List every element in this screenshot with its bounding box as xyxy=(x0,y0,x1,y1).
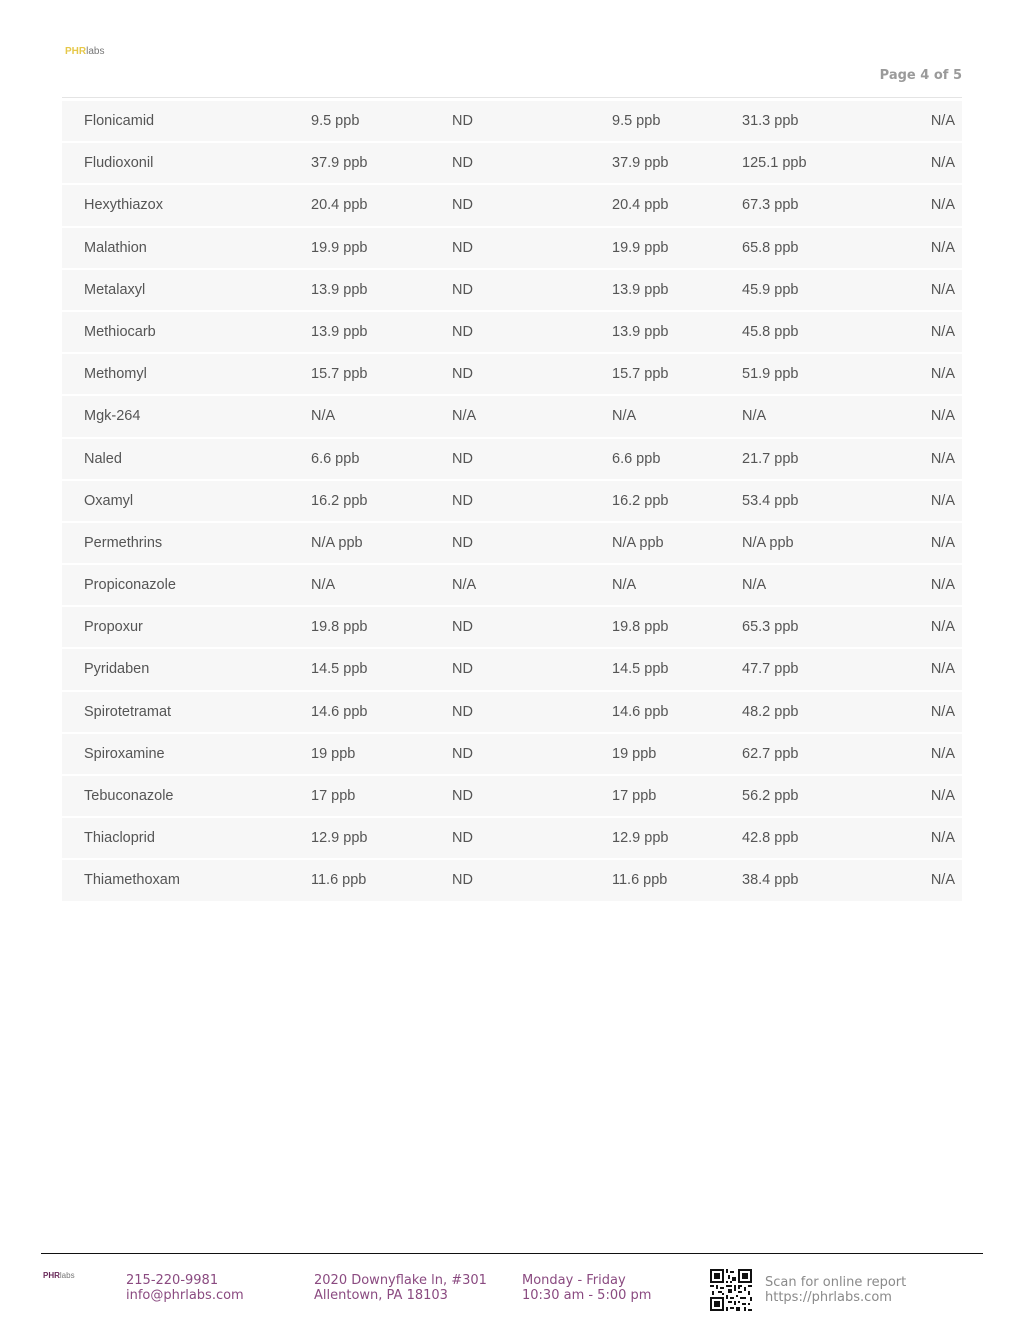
cell-result-value: ND xyxy=(452,830,473,847)
cell-loq-value: N/A ppb xyxy=(612,534,664,551)
cell-loq-value: 19 ppb xyxy=(612,745,657,762)
cell-analyte-name: Thiacloprid xyxy=(84,830,155,847)
table-row xyxy=(62,860,962,900)
table-row xyxy=(62,649,962,689)
footer-address-line2: Allentown, PA 18103 xyxy=(314,1288,448,1303)
cell-loq-value: 9.5 ppb xyxy=(612,113,661,129)
cell-result-value: ND xyxy=(452,703,473,720)
cell-lod-value: 19.8 ppb xyxy=(311,619,368,636)
cell-analyte-name: Oxamyl xyxy=(84,492,134,509)
cell-loq-value: N/A xyxy=(612,577,637,594)
cell-limit-value: 47.7 ppb xyxy=(742,661,799,678)
cell-result-value: ND xyxy=(452,366,473,383)
cell-lod-value: N/A xyxy=(311,577,336,594)
cell-lod-value: N/A xyxy=(311,408,336,425)
cell-loq-value: 14.6 ppb xyxy=(612,703,669,720)
cell-lod-value: N/A ppb xyxy=(311,534,363,551)
footer-logo xyxy=(43,1271,75,1280)
cell-lod-value: 19.9 ppb xyxy=(311,239,368,256)
cell-limit-value: 65.8 ppb xyxy=(742,239,799,256)
table-row xyxy=(62,565,962,605)
cell-lod-value: 12.9 ppb xyxy=(311,830,368,847)
cell-status-value: N/A xyxy=(930,155,955,172)
cell-loq-value: 11.6 ppb xyxy=(612,872,668,889)
cell-lod-value: 15.7 ppb xyxy=(311,366,368,383)
cell-status-value: N/A xyxy=(930,239,955,256)
cell-result-value: ND xyxy=(452,661,473,678)
cell-lod-value: 13.9 ppb xyxy=(311,323,368,340)
cell-status-value: N/A xyxy=(930,661,955,678)
table-row xyxy=(62,396,962,436)
cell-result-value: ND xyxy=(452,619,473,636)
cell-loq-value: 19.8 ppb xyxy=(612,619,669,636)
cell-lod-value: 16.2 ppb xyxy=(311,492,368,509)
table-row xyxy=(62,143,962,183)
cell-status-value: N/A xyxy=(930,619,955,636)
header-logo xyxy=(65,46,104,57)
footer-address-line1: 2020 Downyflake ln, #301 xyxy=(314,1273,487,1288)
cell-lod-value: 6.6 ppb xyxy=(311,450,360,467)
cell-result-value: ND xyxy=(452,492,473,509)
table-row xyxy=(62,776,962,816)
cell-limit-value: 38.4 ppb xyxy=(742,872,799,889)
table-row xyxy=(62,270,962,310)
cell-limit-value: 31.3 ppb xyxy=(742,113,799,129)
cell-analyte-name: Spiroxamine xyxy=(84,745,165,762)
cell-limit-value: 62.7 ppb xyxy=(742,745,799,762)
cell-limit-value: 45.9 ppb xyxy=(742,281,799,298)
table-row xyxy=(62,818,962,858)
logo-brand: PHR xyxy=(65,46,87,57)
cell-result-value: ND xyxy=(452,113,473,129)
cell-limit-value: 48.2 ppb xyxy=(742,703,799,720)
cell-analyte-name: Hexythiazox xyxy=(84,197,163,214)
cell-limit-value: 53.4 ppb xyxy=(742,492,799,509)
page-indicator: Page 4 of 5 xyxy=(879,68,962,83)
cell-status-value: N/A xyxy=(930,492,955,509)
cell-limit-value: 67.3 ppb xyxy=(742,197,799,214)
cell-limit-value: 56.2 ppb xyxy=(742,788,799,804)
scan-url[interactable]: https://phrlabs.com xyxy=(765,1290,892,1305)
footer-divider xyxy=(41,1253,983,1254)
cell-lod-value: 19 ppb xyxy=(311,745,356,762)
cell-lod-value: 37.9 ppb xyxy=(311,155,368,172)
cell-lod-value: 14.5 ppb xyxy=(311,661,368,678)
cell-loq-value: 17 ppb xyxy=(612,788,657,804)
cell-loq-value: 19.9 ppb xyxy=(612,239,669,256)
header-divider xyxy=(62,97,962,98)
cell-loq-value: 16.2 ppb xyxy=(612,492,669,509)
cell-status-value: N/A xyxy=(930,830,955,847)
cell-analyte-name: Naled xyxy=(84,450,122,467)
cell-analyte-name: Mgk-264 xyxy=(84,408,141,425)
table-row xyxy=(62,607,962,647)
cell-result-value: N/A xyxy=(452,408,477,425)
cell-status-value: N/A xyxy=(930,281,955,298)
cell-lod-value: 9.5 ppb xyxy=(311,113,360,129)
footer-hours-time: 10:30 am - 5:00 pm xyxy=(522,1288,652,1303)
footer-hours-days: Monday - Friday xyxy=(522,1273,626,1288)
cell-limit-value: N/A xyxy=(742,577,767,594)
cell-lod-value: 14.6 ppb xyxy=(311,703,368,720)
cell-analyte-name: Spirotetramat xyxy=(84,703,172,720)
cell-analyte-name: Tebuconazole xyxy=(84,788,174,804)
footer-contact xyxy=(126,1273,244,1303)
cell-analyte-name: Metalaxyl xyxy=(84,281,146,298)
cell-result-value: ND xyxy=(452,323,473,340)
table-row xyxy=(62,185,962,225)
cell-limit-value: 45.8 ppb xyxy=(742,323,799,340)
cell-loq-value: 14.5 ppb xyxy=(612,661,669,678)
cell-loq-value: 20.4 ppb xyxy=(612,197,669,214)
table-row xyxy=(62,439,962,479)
cell-result-value: ND xyxy=(452,534,473,551)
cell-limit-value: 42.8 ppb xyxy=(742,830,799,847)
cell-lod-value: 13.9 ppb xyxy=(311,281,368,298)
cell-lod-value: 20.4 ppb xyxy=(311,197,368,214)
cell-result-value: ND xyxy=(452,450,473,467)
cell-status-value: N/A xyxy=(930,577,955,594)
cell-limit-value: 65.3 ppb xyxy=(742,619,799,636)
table-row xyxy=(62,312,962,352)
cell-status-value: N/A xyxy=(930,366,955,383)
pesticide-results-table xyxy=(62,101,962,903)
cell-status-value: N/A xyxy=(930,323,955,340)
cell-loq-value: 37.9 ppb xyxy=(612,155,669,172)
footer-address xyxy=(314,1273,487,1303)
footer-scan xyxy=(765,1275,906,1305)
table-row xyxy=(62,692,962,732)
cell-analyte-name: Propoxur xyxy=(84,619,143,636)
footer-email[interactable]: info@phrlabs.com xyxy=(126,1288,244,1303)
table-row xyxy=(62,354,962,394)
cell-status-value: N/A xyxy=(930,745,955,762)
table-row xyxy=(62,734,962,774)
cell-loq-value: 12.9 ppb xyxy=(612,830,669,847)
cell-analyte-name: Flonicamid xyxy=(84,113,155,129)
cell-result-value: N/A xyxy=(452,577,477,594)
table-row xyxy=(62,228,962,268)
cell-loq-value: N/A xyxy=(612,408,637,425)
cell-analyte-name: Propiconazole xyxy=(84,577,176,594)
cell-limit-value: 51.9 ppb xyxy=(742,366,799,383)
cell-result-value: ND xyxy=(452,197,473,214)
cell-lod-value: 17 ppb xyxy=(311,788,356,804)
cell-result-value: ND xyxy=(452,872,473,889)
cell-limit-value: 21.7 ppb xyxy=(742,450,799,467)
cell-status-value: N/A xyxy=(930,408,955,425)
cell-status-value: N/A xyxy=(930,450,955,467)
cell-status-value: N/A xyxy=(930,872,955,889)
footer-logo-brand: PHR xyxy=(43,1271,60,1280)
qr-code-icon[interactable] xyxy=(710,1269,752,1311)
logo-suffix: labs xyxy=(86,46,105,57)
footer-logo-suffix: labs xyxy=(59,1271,75,1280)
cell-limit-value: N/A ppb xyxy=(742,534,794,551)
cell-loq-value: 6.6 ppb xyxy=(612,450,661,467)
cell-result-value: ND xyxy=(452,745,473,762)
cell-result-value: ND xyxy=(452,155,473,172)
cell-analyte-name: Methiocarb xyxy=(84,323,156,340)
cell-loq-value: 13.9 ppb xyxy=(612,281,669,298)
cell-status-value: N/A xyxy=(930,788,955,804)
cell-analyte-name: Malathion xyxy=(84,239,147,256)
cell-loq-value: 13.9 ppb xyxy=(612,323,669,340)
cell-limit-value: 125.1 ppb xyxy=(742,155,807,172)
cell-status-value: N/A xyxy=(930,113,955,129)
cell-analyte-name: Fludioxonil xyxy=(84,155,154,172)
cell-analyte-name: Permethrins xyxy=(84,534,163,551)
cell-result-value: ND xyxy=(452,239,473,256)
cell-limit-value: N/A xyxy=(742,408,767,425)
footer-phone[interactable]: 215-220-9981 xyxy=(126,1273,219,1288)
table-row xyxy=(62,101,962,141)
cell-status-value: N/A xyxy=(930,197,955,214)
cell-result-value: ND xyxy=(452,281,473,298)
cell-analyte-name: Methomyl xyxy=(84,366,147,383)
cell-loq-value: 15.7 ppb xyxy=(612,366,669,383)
cell-result-value: ND xyxy=(452,788,473,804)
table-row xyxy=(62,481,962,521)
cell-analyte-name: Thiamethoxam xyxy=(84,872,180,889)
cell-analyte-name: Pyridaben xyxy=(84,661,150,678)
cell-lod-value: 11.6 ppb xyxy=(311,872,367,889)
cell-status-value: N/A xyxy=(930,534,955,551)
footer-hours xyxy=(522,1273,651,1303)
cell-status-value: N/A xyxy=(930,703,955,720)
table-row xyxy=(62,523,962,563)
scan-label: Scan for online report xyxy=(765,1275,907,1290)
